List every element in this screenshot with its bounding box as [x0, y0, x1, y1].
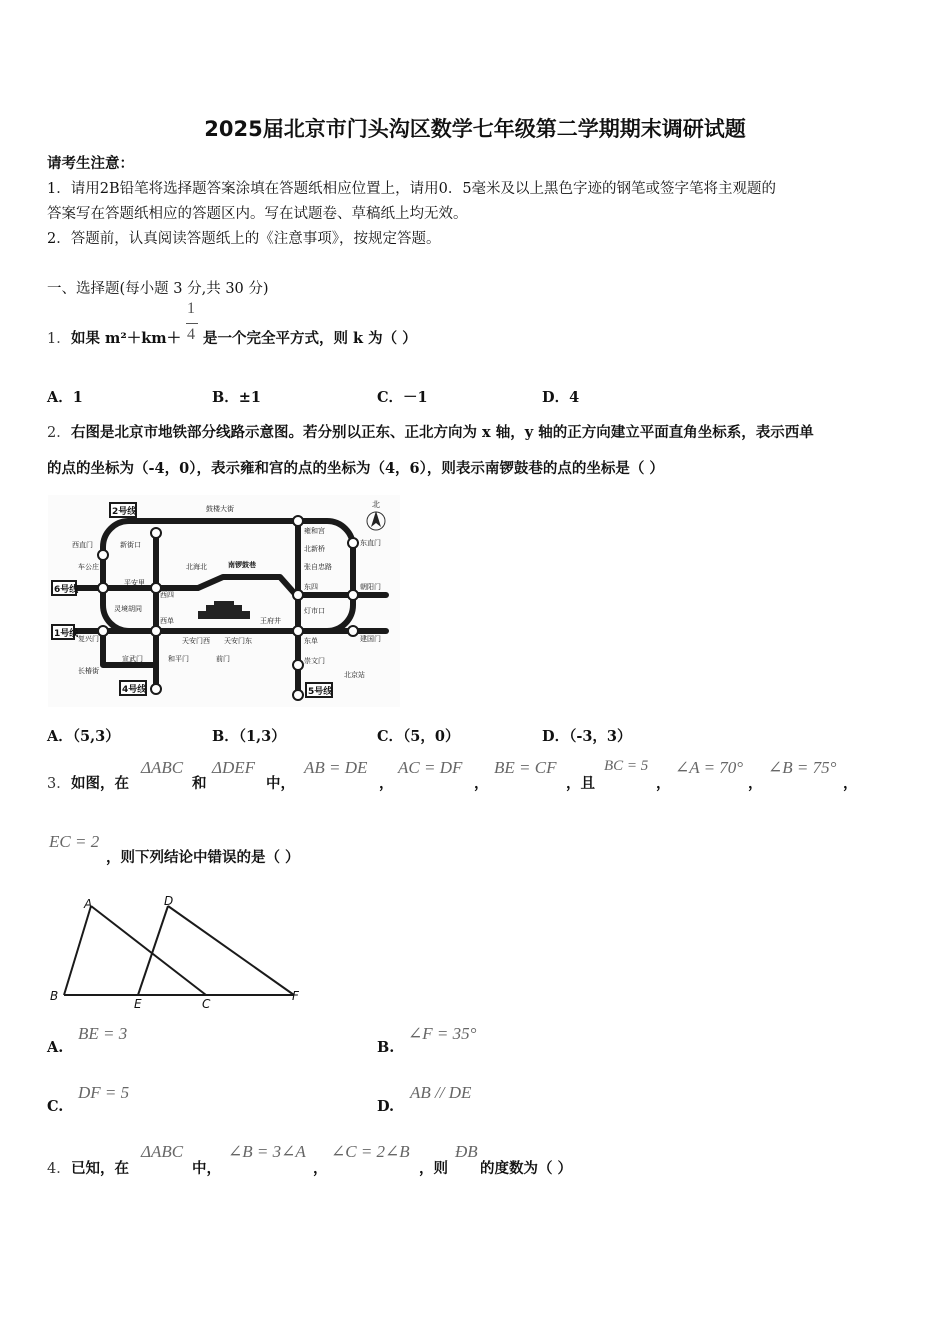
station-label: 崇文门 [304, 657, 325, 665]
subway-map [48, 495, 400, 707]
station-circle [293, 590, 303, 600]
q1-fraction-bar [186, 323, 198, 324]
q3-math-ac-df: AC = DF [398, 758, 463, 777]
q3-text-in: 中， [266, 775, 295, 792]
q3-math-bc: BC = 5 [604, 758, 649, 774]
station-label: 车公庄 [78, 563, 99, 571]
notice-line-1b: 答案写在答题纸相应的答题区内。写在试题卷、草稿纸上均无效。 [47, 206, 468, 222]
station-label: 西四 [160, 591, 174, 599]
station-circle [293, 516, 303, 526]
q3-text-and: 和 [192, 775, 207, 792]
station-label: 东直门 [360, 539, 381, 547]
q2-option-c[interactable]: C．（5，0） [377, 728, 460, 745]
station-label: 东四 [304, 583, 318, 591]
q3-option-c-expr: DF = 5 [78, 1083, 130, 1102]
station-label: 宣武门 [122, 655, 143, 663]
station-circle [98, 626, 108, 636]
station-label: 平安里 [124, 579, 145, 587]
station-circle [151, 528, 161, 538]
q1-stem-pre: 如果 m²＋km＋ [71, 330, 182, 347]
notice-line-2: 2．答题前，认真阅读答题纸上的《注意事项》，按规定答题。 [47, 231, 441, 247]
q3-math-angle-b: ∠B = 75° [768, 758, 837, 777]
q4-number: 4． [47, 1161, 71, 1177]
vertex-label-b: B [50, 989, 59, 1003]
station-label: 和平门 [168, 655, 189, 663]
q3-comma: ， [379, 775, 394, 792]
q3-math-ab-de: AB = DE [304, 758, 368, 777]
q3-option-a-expr: BE = 3 [78, 1024, 128, 1043]
q3-math-be-cf: BE = CF [494, 758, 557, 777]
page-title: 2025届北京市门头沟区数学七年级第二学期期末调研试题 [204, 117, 746, 141]
station-label: 天安门西 [182, 637, 210, 645]
q2-option-a[interactable]: A．（5,3） [47, 728, 120, 745]
line-label-6: 6号线 [54, 585, 79, 595]
q4-text-post: 的度数为（ ） [480, 1160, 573, 1177]
q1-fraction-numerator: 1 [187, 300, 195, 317]
station-label: 雍和宫 [304, 527, 325, 535]
vertex-label-d: D [164, 894, 174, 908]
q3-text-pre: 如图，在 [71, 775, 129, 792]
north-label: 北 [372, 500, 380, 509]
station-label: 东单 [304, 637, 318, 645]
station-label: 建国门 [360, 635, 381, 643]
q1-option-a[interactable]: A．1 [47, 389, 83, 406]
q3-comma: ， [843, 775, 858, 792]
q2-number: 2． [47, 425, 71, 441]
station-circle [293, 660, 303, 670]
station-circle [348, 538, 358, 548]
station-label: 西直门 [72, 541, 93, 549]
station-label: 新街口 [120, 541, 141, 549]
station-circle [293, 626, 303, 636]
q3-text-qie: ，且 [566, 775, 595, 792]
station-label: 前门 [216, 655, 230, 663]
q4-math-c-2b: ∠C = 2∠B [331, 1142, 410, 1161]
station-label: 长椿街 [78, 667, 99, 675]
vertex-label-c: C [202, 997, 211, 1011]
vertex-label-e: E [134, 997, 142, 1011]
q3-option-b-letter: B. [377, 1039, 395, 1056]
q1-fraction-denominator: 4 [187, 326, 195, 343]
station-label: 北海北 [186, 563, 207, 571]
q1-number: 1． [47, 331, 71, 347]
q3-number: 3． [47, 776, 71, 792]
station-circle [98, 550, 108, 560]
station-label: 西单 [160, 617, 174, 625]
q1-stem-post: 是一个完全平方式，则 k 为（ ） [203, 330, 417, 347]
station-circle [293, 690, 303, 700]
station-label: 张自忠路 [304, 563, 332, 571]
station-circle [98, 583, 108, 593]
station-label: 朝阳门 [360, 583, 381, 591]
q2-option-d[interactable]: D．（-3，3） [542, 728, 632, 745]
q4-text-ze: ，则 [419, 1160, 448, 1177]
q3-option-a-letter: A. [47, 1039, 64, 1056]
station-label: 南锣鼓巷 [228, 561, 256, 569]
q3-comma: ， [748, 775, 763, 792]
station-label: 灵境胡同 [114, 605, 142, 613]
line-label-2: 2号线 [112, 507, 137, 517]
station-circle [348, 626, 358, 636]
q2-stem-line-1: 右图是北京市地铁部分线路示意图。若分别以正东、正北方向为 x 轴，y 轴的正方向建立平面直角坐标系，表示西单 [71, 424, 814, 441]
station-circle [151, 684, 161, 694]
station-label: 鼓楼大街 [206, 505, 234, 513]
vertex-label-a: A [84, 897, 93, 911]
station-label: 天安门东 [224, 637, 252, 645]
q4-math-triangle-abc: ΔABC [141, 1142, 184, 1161]
station-label: 北京站 [344, 671, 365, 679]
station-circle [151, 626, 161, 636]
vertex-label-f: F [292, 989, 299, 1003]
q3-math-triangle-abc: ΔABC [141, 758, 184, 777]
q2-option-b[interactable]: B．（1,3） [212, 728, 286, 745]
section-heading: 一、选择题(每小题 3 分,共 30 分) [47, 281, 269, 297]
q1-option-d[interactable]: D．4 [542, 389, 580, 406]
line-label-1: 1号线 [54, 629, 79, 639]
q4-comma: ， [313, 1160, 328, 1177]
notice-heading: 请考生注意： [47, 155, 134, 172]
q4-text-in: 中， [192, 1160, 221, 1177]
triangles-figure [46, 892, 308, 1012]
line-label-4: 4号线 [122, 685, 147, 695]
q3-math-triangle-def: ΔDEF [212, 758, 256, 777]
q4-math-b-3a: ∠B = 3∠A [228, 1142, 306, 1161]
q4-text-pre: 已知，在 [71, 1160, 129, 1177]
station-label: 王府井 [260, 617, 281, 625]
q3-comma: ， [656, 775, 671, 792]
q3-option-d-letter: D. [377, 1098, 395, 1115]
q3-math-angle-a: ∠A = 70° [675, 758, 744, 777]
q3-comma: ， [474, 775, 489, 792]
q3-text-post: ，则下列结论中错误的是（ ） [106, 849, 300, 866]
q1-option-c[interactable]: C．－1 [377, 389, 428, 406]
q3-option-b-expr: ∠F = 35° [408, 1024, 477, 1043]
q3-math-ec: EC = 2 [49, 832, 100, 851]
q3-option-d-expr: AB // DE [410, 1083, 472, 1102]
station-label: 北新桥 [304, 545, 325, 553]
station-label: 灯市口 [304, 607, 325, 615]
q1-option-b[interactable]: B．±1 [212, 389, 261, 406]
notice-line-1a: 1．请用2B铅笔将选择题答案涂填在答题纸相应位置上，请用0．5毫米及以上黑色字迹的钢笔或签字笔将主观题的 [47, 181, 777, 197]
q3-option-c-letter: C. [47, 1098, 64, 1115]
line-label-5: 5号线 [308, 687, 333, 697]
q2-stem-line-2: 的点的坐标为（-4，0），表示雍和宫的点的坐标为（4，6），则表示南锣鼓巷的点的坐标是（ ） [47, 460, 664, 477]
station-circle [348, 590, 358, 600]
q4-math-angle-b: ÐB [455, 1142, 478, 1161]
station-label: 复兴门 [78, 635, 99, 643]
